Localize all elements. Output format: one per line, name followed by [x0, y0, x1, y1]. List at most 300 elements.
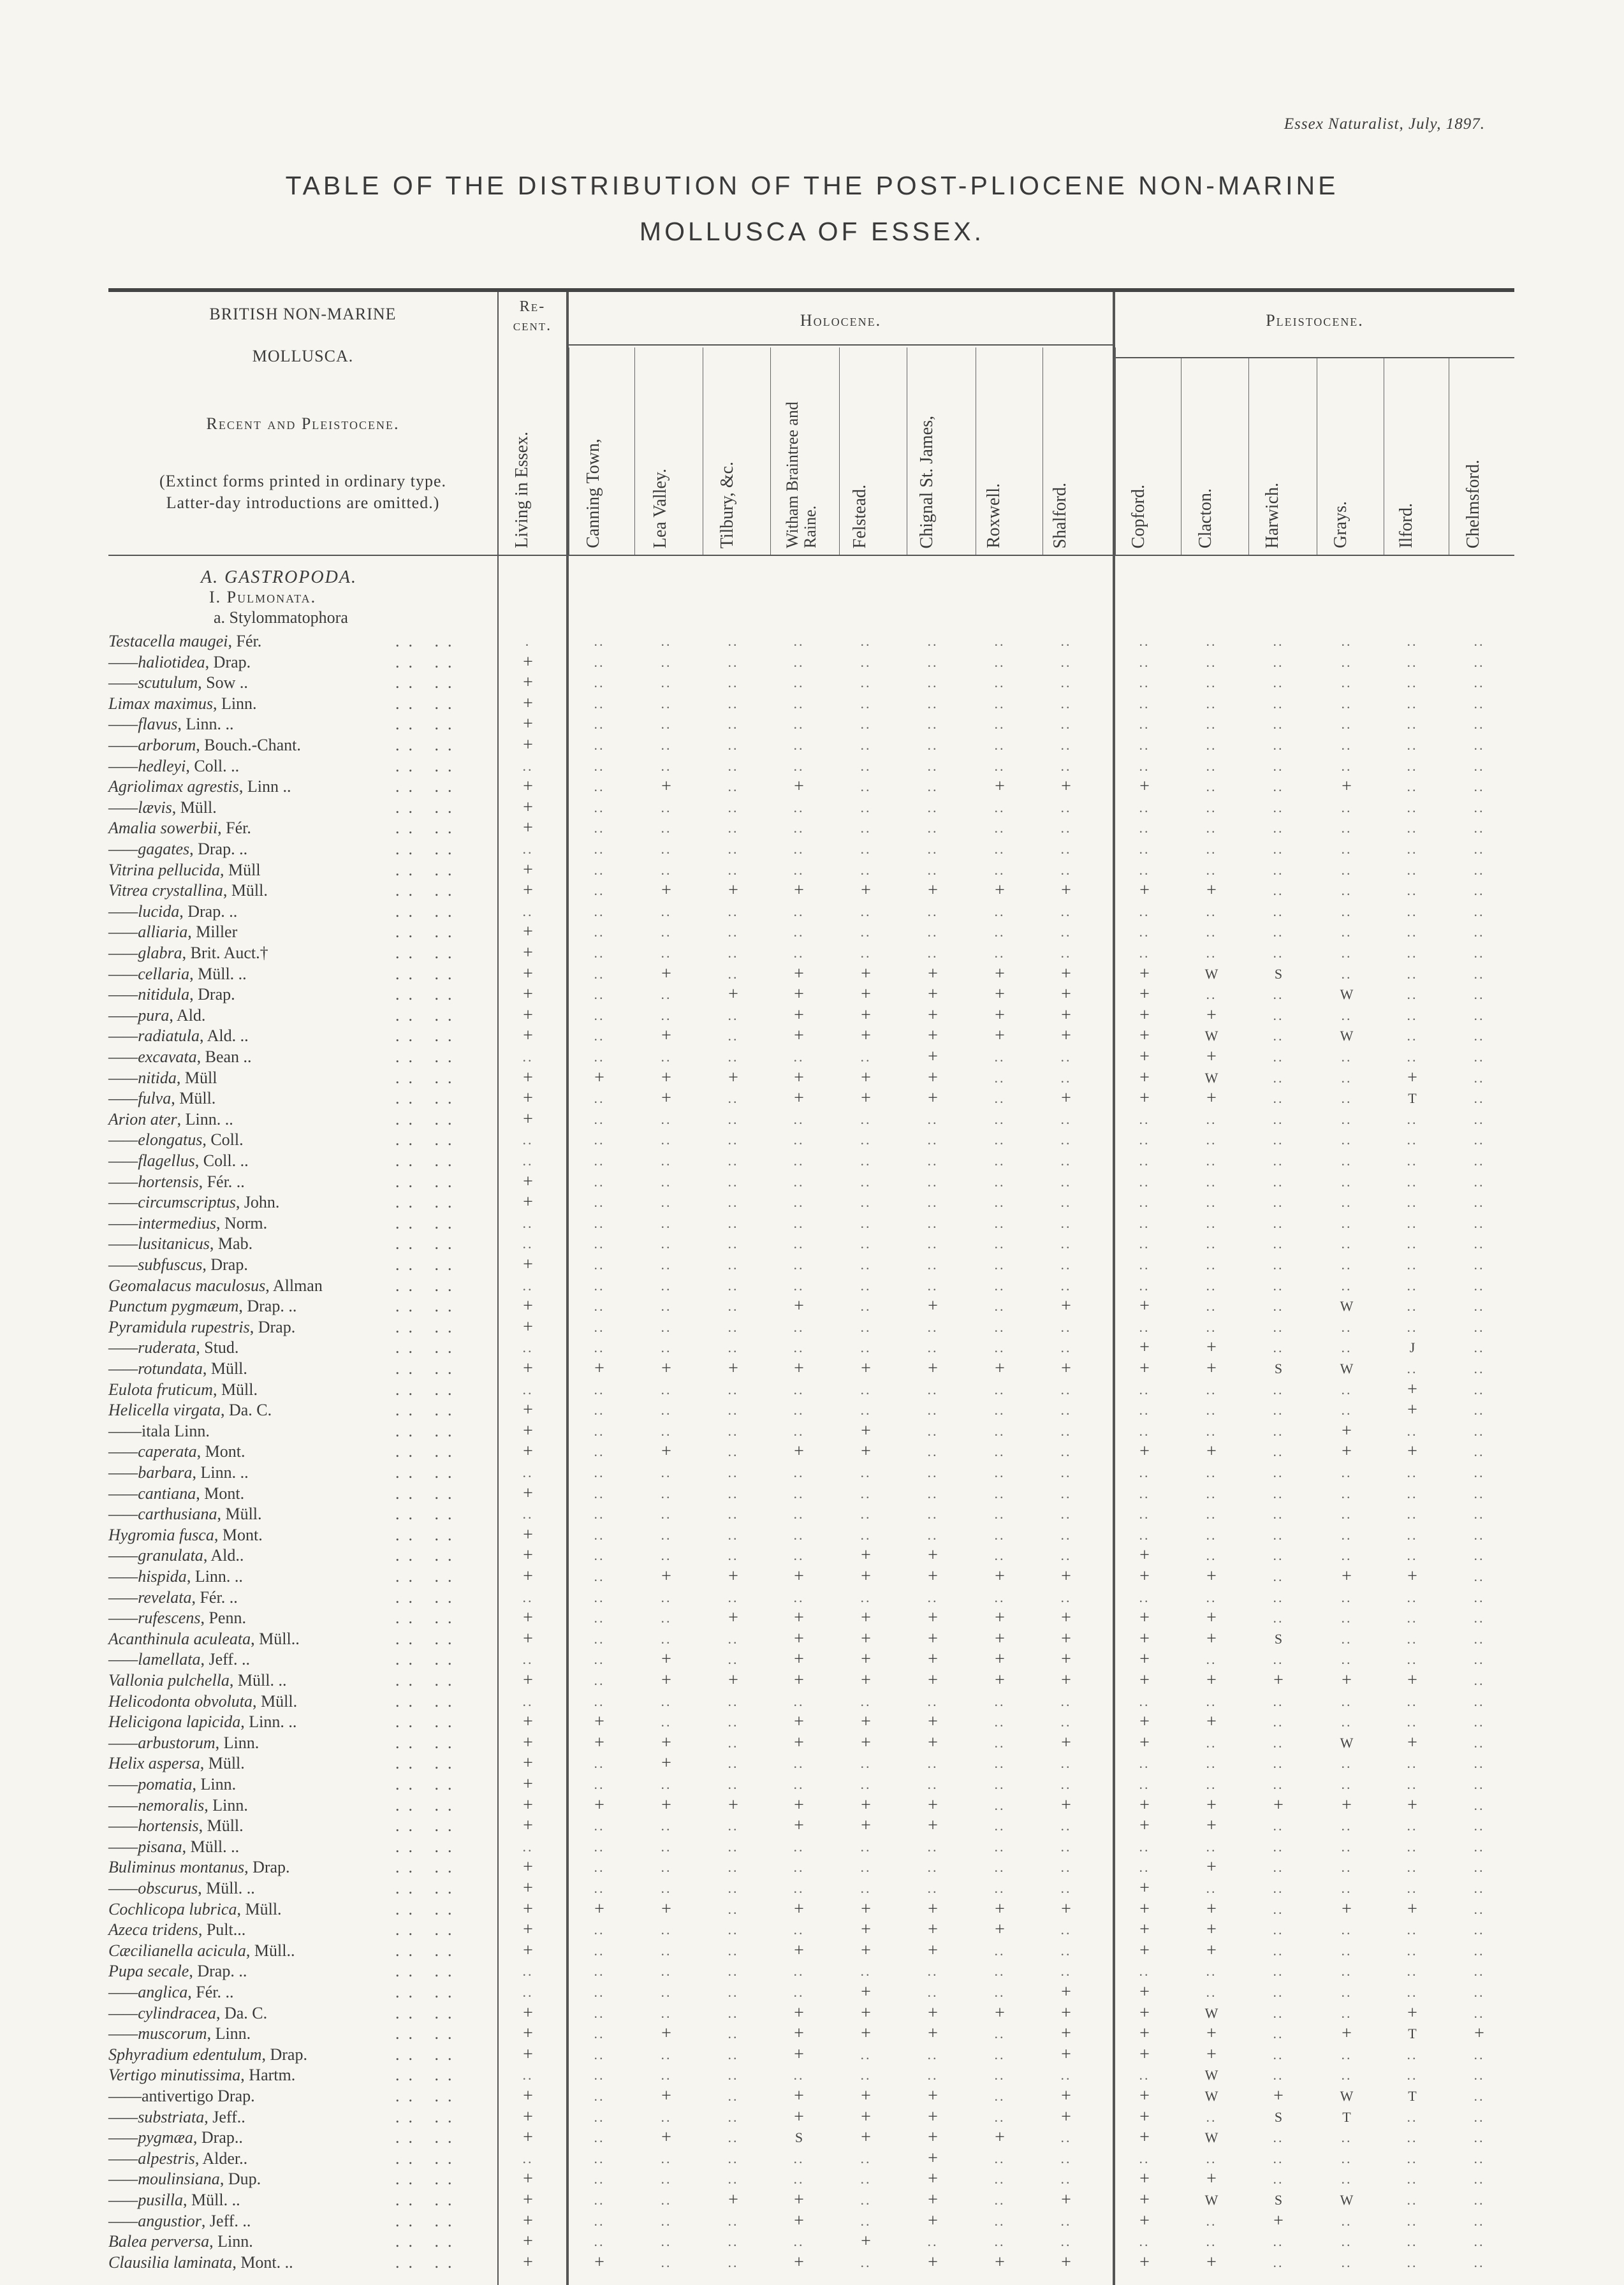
distribution-cell: +: [928, 1608, 938, 1628]
distribution-cell: ..: [661, 2108, 672, 2125]
distribution-cell: +: [928, 2190, 938, 2210]
distribution-cell: ..: [1474, 1090, 1485, 1107]
distribution-cell: ..: [1474, 1589, 1485, 1605]
distribution-cell: +: [1407, 1379, 1417, 1399]
distribution-cell: ..: [1273, 633, 1284, 649]
distribution-cell: ..: [1341, 2067, 1352, 2084]
distribution-cell: ..: [1341, 1111, 1352, 1127]
distribution-cell: ..: [1273, 882, 1284, 899]
distribution-cell: +: [661, 1753, 671, 1774]
species-name: ——hispida, Linn. ..: [108, 1567, 243, 1586]
distribution-cell: +: [995, 1899, 1005, 1919]
distribution-cell: +: [995, 1026, 1005, 1046]
column-separator: [1115, 347, 1116, 555]
group-recent: Re- cent.: [513, 298, 552, 334]
distribution-cell: ..: [661, 2233, 672, 2250]
leader-dots: .. ..: [395, 2149, 461, 2168]
distribution-cell: ..: [1206, 1173, 1217, 1190]
distribution-cell: ..: [661, 1942, 672, 1959]
distribution-cell: ..: [793, 1173, 805, 1190]
column-header: Harwich.: [1262, 482, 1282, 548]
distribution-cell: ..: [728, 1402, 739, 1419]
distribution-cell: W: [1204, 2088, 1218, 2104]
leader-dots: .. ..: [395, 1754, 461, 1773]
distribution-cell: +: [861, 1359, 871, 1378]
distribution-cell: +: [794, 2044, 804, 2064]
leader-dots: .. ..: [395, 1338, 461, 1357]
column-header: Roxwell.: [984, 483, 1004, 548]
distribution-cell: +: [1061, 1670, 1071, 1690]
distribution-cell: +: [1139, 1338, 1150, 1358]
distribution-cell: ..: [927, 716, 939, 733]
distribution-cell: ..: [1341, 695, 1352, 712]
distribution-cell: ..: [860, 1464, 872, 1480]
leader-dots: .. ..: [395, 2191, 461, 2209]
distribution-cell: +: [1407, 1899, 1417, 1919]
left-header-line3: Recent and Pleistocene.: [206, 414, 400, 433]
distribution-cell: ..: [1206, 1422, 1217, 1439]
distribution-cell: ..: [1407, 2046, 1418, 2062]
distribution-cell: ..: [1407, 1838, 1418, 1855]
distribution-cell: ..: [728, 695, 739, 712]
column-separator: [770, 347, 771, 555]
distribution-cell: ..: [661, 1818, 672, 1834]
distribution-cell: ..: [994, 653, 1006, 670]
distribution-cell: +: [1407, 1400, 1417, 1420]
distribution-cell: ..: [661, 1277, 672, 1294]
distribution-cell: ..: [1474, 1028, 1485, 1044]
distribution-cell: W: [1340, 2192, 1354, 2208]
distribution-cell: ..: [927, 924, 939, 940]
distribution-cell: ..: [1206, 1734, 1217, 1751]
distribution-cell: +: [523, 652, 533, 672]
distribution-cell: ..: [793, 737, 805, 753]
distribution-cell: +: [661, 777, 671, 797]
species-name: ——substriata, Jeff..: [108, 2107, 245, 2126]
distribution-cell: ..: [1139, 1153, 1150, 1169]
distribution-cell: ..: [1341, 1714, 1352, 1730]
distribution-cell: ..: [1060, 1714, 1072, 1730]
distribution-cell: +: [1139, 1296, 1150, 1317]
distribution-cell: ..: [994, 1818, 1006, 1834]
distribution-cell: +: [794, 1088, 804, 1109]
distribution-cell: ..: [594, 737, 605, 753]
leader-dots: .. ..: [395, 736, 461, 754]
leader-dots: .. ..: [395, 1795, 461, 1814]
distribution-cell: ..: [1474, 924, 1485, 940]
distribution-cell: +: [794, 1899, 804, 1919]
distribution-cell: W: [1204, 1069, 1218, 1086]
species-name: ——anglica, Fér. ..: [108, 1983, 234, 2001]
distribution-cell: +: [794, 1649, 804, 1670]
distribution-cell: ..: [793, 1318, 805, 1335]
distribution-cell: ..: [1474, 1942, 1485, 1959]
distribution-cell: ..: [594, 2026, 605, 2042]
distribution-cell: ..: [1206, 1298, 1217, 1315]
distribution-cell: S: [1274, 965, 1283, 982]
distribution-cell: ..: [1273, 1880, 1284, 1896]
distribution-cell: ..: [927, 861, 939, 878]
distribution-cell: ..: [594, 1672, 605, 1688]
distribution-cell: ..: [1474, 965, 1485, 982]
distribution-cell: ..: [728, 1547, 739, 1564]
distribution-cell: +: [928, 1649, 938, 1670]
distribution-cell: ..: [1139, 924, 1150, 940]
distribution-cell: +: [1206, 2024, 1217, 2044]
distribution-cell: ..: [994, 2088, 1006, 2104]
distribution-cell: ..: [594, 1111, 605, 1127]
distribution-cell: ..: [728, 1506, 739, 1522]
distribution-cell: ..: [728, 1381, 739, 1398]
species-name: Eulota fruticum, Müll.: [108, 1380, 258, 1399]
distribution-cell: ..: [1407, 1173, 1418, 1190]
distribution-cell: +: [1061, 1026, 1071, 1046]
distribution-cell: +: [928, 1670, 938, 1690]
distribution-cell: ..: [1206, 903, 1217, 919]
leader-dots: .. ..: [395, 2170, 461, 2189]
distribution-cell: +: [523, 943, 533, 963]
distribution-cell: ..: [1273, 737, 1284, 753]
distribution-cell: ..: [1407, 1485, 1418, 1501]
distribution-cell: ..: [594, 903, 605, 919]
distribution-cell: ..: [1273, 2171, 1284, 2187]
species-name: ——angustior, Jeff. ..: [108, 2211, 251, 2230]
distribution-cell: ..: [1139, 1402, 1150, 1419]
species-name: ——cylindracea, Da. C.: [108, 2003, 268, 2022]
distribution-cell: ..: [1474, 986, 1485, 1003]
group-holocene: Holocene.: [800, 311, 882, 330]
distribution-cell: ..: [1139, 1464, 1150, 1480]
distribution-cell: +: [523, 2252, 533, 2272]
distribution-cell: ..: [1273, 1922, 1284, 1938]
distribution-cell: +: [1139, 984, 1150, 1005]
distribution-cell: ..: [1341, 799, 1352, 815]
column-header-wrap: [714, 363, 752, 548]
distribution-cell: ..: [1273, 1464, 1284, 1480]
distribution-cell: ..: [1341, 1402, 1352, 1419]
distribution-cell: +: [861, 1026, 871, 1046]
distribution-cell: ..: [1474, 1963, 1485, 1980]
species-name: Agriolimax agrestis, Linn ..: [108, 777, 291, 796]
distribution-cell: ..: [594, 1132, 605, 1148]
distribution-cell: ..: [1474, 1298, 1485, 1315]
distribution-cell: ..: [1206, 1755, 1217, 1772]
leader-dots: .. ..: [395, 1816, 461, 1836]
distribution-cell: ..: [728, 1485, 739, 1501]
leader-dots: .. ..: [395, 1130, 461, 1150]
distribution-cell: ..: [1474, 1277, 1485, 1294]
distribution-cell: ..: [1273, 903, 1284, 919]
leader-dots: .. ..: [395, 1359, 461, 1378]
distribution-cell: ..: [793, 1402, 805, 1419]
distribution-cell: +: [1342, 1670, 1352, 1690]
distribution-cell: ..: [860, 737, 872, 753]
distribution-cell: ..: [1060, 1693, 1072, 1709]
left-header-line1: BRITISH NON-MARINE: [209, 305, 397, 323]
distribution-cell: +: [928, 1359, 938, 1378]
distribution-cell: +: [1206, 1795, 1217, 1815]
distribution-cell: ..: [1474, 799, 1485, 815]
distribution-cell: ..: [522, 1651, 534, 1668]
leader-dots: .. ..: [395, 1026, 461, 1046]
leader-dots: .. ..: [395, 1879, 461, 1897]
column-header-wrap: [981, 363, 1019, 548]
distribution-cell: ..: [728, 1340, 739, 1356]
distribution-cell: ..: [1341, 1818, 1352, 1834]
distribution-cell: ..: [1474, 1901, 1485, 1917]
distribution-cell: W: [1204, 2004, 1218, 2021]
distribution-cell: ..: [1139, 716, 1150, 733]
distribution-cell: ..: [860, 2150, 872, 2166]
distribution-cell: ..: [1341, 882, 1352, 899]
leader-dots: .. ..: [395, 1234, 461, 1253]
column-header: Clacton.: [1196, 488, 1215, 548]
distribution-cell: +: [1206, 1940, 1217, 1960]
distribution-cell: ..: [1341, 965, 1352, 982]
distribution-cell: ..: [1407, 633, 1418, 649]
distribution-cell: +: [728, 1359, 738, 1378]
distribution-cell: ..: [661, 903, 672, 919]
distribution-cell: ..: [1060, 799, 1072, 815]
distribution-cell: +: [1206, 1816, 1217, 1836]
species-name: Helicodonta obvoluta, Müll.: [108, 1691, 298, 1711]
distribution-cell: +: [1206, 1005, 1217, 1025]
leader-dots: .. ..: [395, 2003, 461, 2022]
distribution-cell: ..: [1474, 903, 1485, 919]
distribution-cell: ..: [1206, 1838, 1217, 1855]
distribution-cell: ..: [927, 778, 939, 795]
distribution-cell: ..: [728, 820, 739, 836]
distribution-cell: ..: [1407, 1215, 1418, 1231]
distribution-cell: ..: [1273, 1090, 1284, 1107]
distribution-cell: ..: [793, 1755, 805, 1772]
distribution-cell: ..: [1273, 653, 1284, 670]
distribution-cell: ..: [1139, 1236, 1150, 1252]
leader-dots: .. ..: [395, 2252, 461, 2272]
leader-dots: .. ..: [395, 1484, 461, 1503]
distribution-cell: ..: [1273, 1277, 1284, 1294]
distribution-cell: +: [995, 2128, 1005, 2148]
distribution-cell: ..: [1474, 2067, 1485, 2084]
distribution-cell: ..: [728, 1111, 739, 1127]
distribution-cell: ..: [661, 1610, 672, 1626]
distribution-cell: ..: [994, 861, 1006, 878]
distribution-cell: ..: [1139, 1132, 1150, 1148]
species-name: ——lævis, Müll.: [108, 798, 217, 817]
distribution-cell: ..: [1060, 820, 1072, 836]
distribution-cell: ..: [1273, 1838, 1284, 1855]
distribution-cell: +: [523, 1899, 533, 1919]
distribution-cell: ..: [1139, 1776, 1150, 1792]
distribution-cell: ..: [728, 1236, 739, 1252]
distribution-cell: ..: [1139, 1755, 1150, 1772]
species-name: Helicella virgata, Da. C.: [108, 1401, 272, 1420]
distribution-cell: ..: [594, 1693, 605, 1709]
distribution-cell: ..: [594, 945, 605, 961]
distribution-cell: +: [794, 2086, 804, 2106]
distribution-cell: +: [1061, 1649, 1071, 1670]
distribution-cell: +: [794, 2024, 804, 2044]
distribution-cell: S: [1274, 2192, 1283, 2208]
distribution-cell: ..: [1060, 633, 1072, 649]
distribution-cell: ..: [728, 1714, 739, 1730]
distribution-cell: ..: [1407, 1963, 1418, 1980]
distribution-cell: ..: [1273, 2004, 1284, 2021]
distribution-cell: ..: [927, 1693, 939, 1709]
distribution-cell: +: [1061, 777, 1071, 797]
distribution-cell: ..: [1206, 737, 1217, 753]
distribution-cell: ..: [860, 841, 872, 857]
distribution-cell: ..: [994, 1173, 1006, 1190]
distribution-cell: ..: [1060, 1236, 1072, 1252]
distribution-cell: ..: [1341, 924, 1352, 940]
distribution-cell: ..: [728, 1049, 739, 1065]
distribution-cell: ..: [1273, 2026, 1284, 2042]
distribution-cell: +: [861, 1608, 871, 1628]
distribution-cell: ..: [1060, 1880, 1072, 1896]
distribution-cell: +: [523, 984, 533, 1005]
distribution-cell: ..: [1341, 1049, 1352, 1065]
distribution-cell: ..: [661, 2192, 672, 2208]
distribution-cell: +: [861, 1712, 871, 1732]
distribution-cell: ..: [1474, 2150, 1485, 2166]
distribution-cell: ..: [522, 1963, 534, 1980]
distribution-cell: ..: [728, 737, 739, 753]
distribution-cell: ..: [594, 1963, 605, 1980]
distribution-cell: ..: [522, 1277, 534, 1294]
column-separator: [1042, 347, 1043, 555]
leader-dots: .. ..: [395, 902, 461, 921]
distribution-cell: ..: [728, 1257, 739, 1273]
distribution-cell: ..: [994, 2212, 1006, 2229]
distribution-cell: +: [523, 1317, 533, 1337]
species-name: ——granulata, Ald..: [108, 1546, 244, 1565]
distribution-cell: ..: [1273, 1714, 1284, 1730]
distribution-cell: +: [523, 1857, 533, 1878]
distribution-cell: ..: [1407, 1859, 1418, 1876]
column-header-wrap: [1393, 363, 1431, 548]
distribution-cell: ..: [522, 1215, 534, 1231]
distribution-cell: ..: [1474, 2088, 1485, 2104]
distribution-cell: ..: [1474, 1776, 1485, 1792]
distribution-cell: ..: [1474, 695, 1485, 712]
distribution-cell: ..: [927, 1132, 939, 1148]
distribution-cell: ..: [1474, 2171, 1485, 2187]
distribution-cell: ..: [1407, 1049, 1418, 1065]
species-name: ——nitidula, Drap.: [108, 985, 235, 1004]
distribution-cell: +: [861, 1420, 871, 1441]
distribution-cell: ..: [1206, 1880, 1217, 1896]
distribution-cell: ..: [927, 633, 939, 649]
distribution-cell: ..: [1341, 1942, 1352, 1959]
distribution-cell: +: [794, 1712, 804, 1732]
distribution-cell: ..: [728, 1963, 739, 1980]
distribution-cell: ..: [1206, 1547, 1217, 1564]
distribution-cell: ..: [1474, 1464, 1485, 1480]
distribution-cell: ..: [728, 861, 739, 878]
distribution-cell: ..: [1474, 1630, 1485, 1647]
species-name: ——muscorum, Linn.: [108, 2024, 251, 2043]
distribution-cell: ..: [860, 757, 872, 774]
distribution-cell: +: [728, 1067, 738, 1088]
distribution-cell: ..: [1273, 1693, 1284, 1709]
distribution-cell: +: [661, 1026, 671, 1046]
distribution-cell: ..: [1206, 799, 1217, 815]
distribution-cell: ..: [1407, 2067, 1418, 2084]
distribution-cell: ..: [522, 1236, 534, 1252]
distribution-cell: ..: [927, 653, 939, 670]
distribution-cell: +: [1139, 2086, 1150, 2106]
distribution-cell: +: [1407, 1067, 1417, 1088]
distribution-cell: ..: [860, 675, 872, 691]
distribution-cell: +: [523, 2003, 533, 2023]
distribution-cell: ..: [728, 1838, 739, 1855]
distribution-cell: ..: [728, 1173, 739, 1190]
species-name: Amalia sowerbii, Fér.: [108, 819, 251, 838]
distribution-cell: ..: [793, 1132, 805, 1148]
leader-dots: .. ..: [395, 2128, 461, 2147]
distribution-cell: ..: [1273, 1984, 1284, 2000]
distribution-cell: ..: [1060, 757, 1072, 774]
distribution-cell: ..: [927, 1422, 939, 1439]
distribution-cell: +: [661, 880, 671, 901]
distribution-cell: ..: [1273, 1755, 1284, 1772]
distribution-cell: +: [794, 1566, 804, 1586]
distribution-cell: ..: [728, 2129, 739, 2146]
distribution-cell: +: [928, 2252, 938, 2272]
distribution-cell: ..: [594, 1340, 605, 1356]
distribution-cell: ..: [594, 1589, 605, 1605]
distribution-cell: ..: [728, 1090, 739, 1107]
distribution-cell: +: [995, 777, 1005, 797]
distribution-cell: +: [523, 1795, 533, 1815]
distribution-cell: ..: [1474, 1547, 1485, 1564]
distribution-cell: ..: [1139, 1693, 1150, 1709]
distribution-cell: ..: [661, 2046, 672, 2062]
distribution-cell: ..: [661, 1153, 672, 1169]
distribution-cell: ..: [728, 2233, 739, 2250]
distribution-cell: ..: [793, 1526, 805, 1543]
distribution-cell: ..: [927, 1589, 939, 1605]
distribution-cell: ..: [860, 1340, 872, 1356]
column-separator: [1248, 358, 1249, 555]
distribution-cell: +: [523, 693, 533, 713]
leader-dots: .. ..: [395, 1172, 461, 1191]
distribution-cell: ..: [793, 633, 805, 649]
distribution-cell: J: [1409, 1340, 1416, 1356]
distribution-cell: ..: [1273, 1007, 1284, 1023]
distribution-cell: ..: [728, 633, 739, 649]
distribution-cell: ..: [728, 799, 739, 815]
distribution-cell: +: [928, 1545, 938, 1566]
distribution-cell: ..: [661, 757, 672, 774]
distribution-cell: ..: [1474, 778, 1485, 795]
distribution-cell: S: [794, 2129, 803, 2146]
distribution-cell: ..: [793, 1153, 805, 1169]
leader-dots: .. ..: [395, 2045, 461, 2064]
distribution-cell: ..: [728, 2046, 739, 2062]
distribution-cell: +: [728, 2190, 738, 2210]
leader-dots: .. ..: [395, 1671, 461, 1690]
distribution-cell: ..: [994, 2067, 1006, 2084]
left-header-line5: Latter-day introductions are omitted.): [166, 493, 440, 512]
distribution-cell: ..: [661, 716, 672, 733]
species-name: Azeca tridens, Pult...: [108, 1920, 246, 1939]
distribution-cell: ..: [594, 1942, 605, 1959]
distribution-cell: ..: [728, 1443, 739, 1460]
distribution-cell: ..: [728, 1215, 739, 1231]
distribution-cell: ..: [1341, 1277, 1352, 1294]
